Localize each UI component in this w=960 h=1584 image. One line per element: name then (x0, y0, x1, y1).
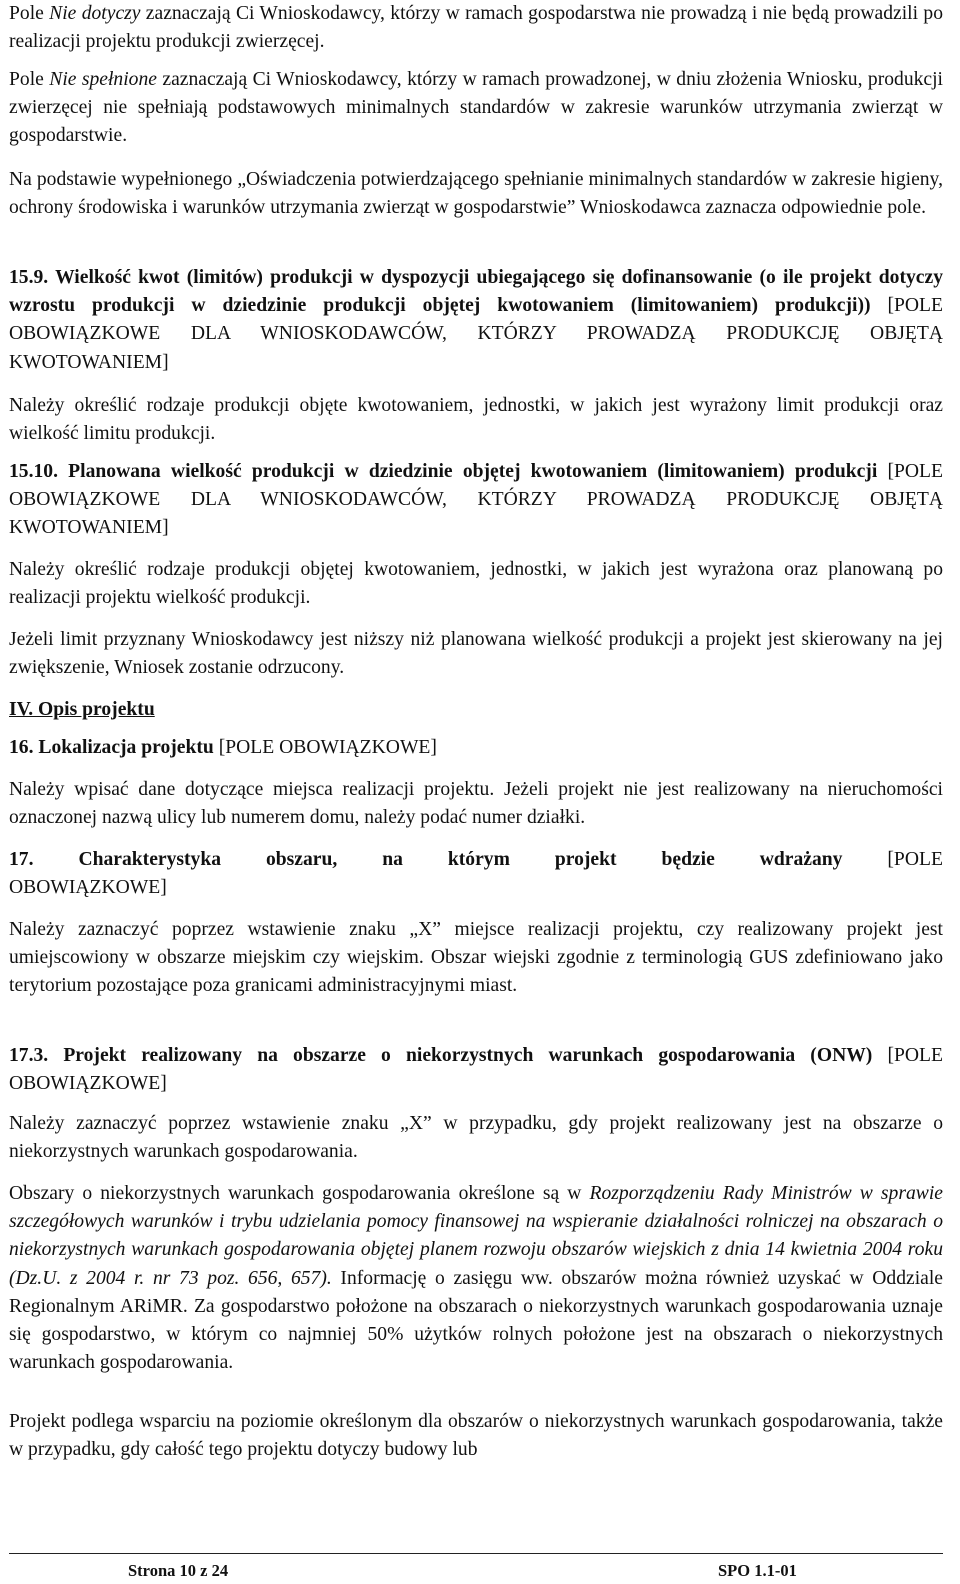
heading-bold: 17.3. Projekt realizowany na obszarze o niekorzystnych warunkach gospodarowania (ONW) (9, 1045, 873, 1066)
text-run: zaznaczają Ci Wnioskodawcy, którzy w ramach gospodarstwa nie prowadzą i nie będą prowadzili po realizacji projektu produkcji zwierzęcej. (9, 3, 943, 53)
text-run: Pole (9, 3, 50, 24)
heading-bold: 15.9. Wielkość kwot (limitów) produkcji w dyspozycji ubiegającego się dofinansowanie (o ile projekt dotyczy wzrostu produkcji w dziedzinie produkcji objętej kwotowaniem (limitowaniem) produkcji)) (9, 267, 943, 317)
heading-word: na (382, 849, 403, 870)
heading-17-line-1 (9, 846, 943, 874)
heading-bold: 15.10. Planowana wielkość produkcji w dziedzinie objętej kwotowaniem (limitowaniem) produkcji (9, 461, 878, 482)
page-number: Strona 10 z 24 (128, 1561, 229, 1580)
section-heading-17-3 (9, 1042, 943, 1098)
text-run: Pole (9, 69, 50, 90)
paragraph-nie-spelnione (9, 66, 943, 151)
section-heading-iv (9, 696, 155, 724)
paragraph-16: Należy wpisać dane dotyczące miejsca realizacji projektu. Jeżeli projekt nie jest realizowany na nieruchomości oznaczonej nazwą ulicy lub numerem domu, należy podać numer działki. (9, 779, 943, 829)
paragraph-17-3-a: Należy zaznaczyć poprzez wstawienie znaku „X” w przypadku, gdy projekt realizowany jest na obszarze o niekorzystnych warunkach gospodarowania. (9, 1113, 943, 1163)
regulation-citation: Rozporządzeniu Rady Ministrów w sprawie szczegółowych warunków i trybu udzielania pomocy finansowej na wspieranie działalności rolniczej na obszarach o niekorzystnych warunkach gospodarowania objętej planem rozwoju obszarów wiejskich z dnia 14 kwietnia 2004 roku (Dz.U. z 2004 r. nr 73 poz. 656, 657). (9, 1183, 943, 1289)
heading-underlined: IV. Opis projektu (9, 699, 155, 720)
heading-word: Charakterystyka (78, 849, 222, 870)
heading-tag: [POLE OBOWIĄZKOWE DLA WNIOSKODAWCÓW, KTÓRZY PROWADZĄ PRODUKCJĘ OBJĘTĄ KWOTOWANIEM] (9, 461, 943, 539)
text-run: zaznaczają Ci Wnioskodawcy, którzy w ramach prowadzonej, w dniu złożenia Wniosku, produkcji zwierzęcej nie spełniają podstawowych minimalnych standardów w zakresie warunków utrzymania zwierząt w gospodarstwie. (9, 69, 943, 147)
heading-tag: [POLE (887, 849, 943, 870)
heading-word: 17. (9, 849, 34, 870)
heading-bold: 16. Lokalizacja projektu (9, 737, 214, 758)
document-code: SPO 1.1-01 (718, 1561, 797, 1580)
paragraph-17-3-b (9, 1180, 943, 1377)
paragraph-15-10-b: Jeżeli limit przyznany Wnioskodawcy jest niższy niż planowana wielkość produkcji a projekt jest skierowany na jej zwiększenie, Wniosek zostanie odrzucony. (9, 629, 943, 679)
heading-tag: [POLE OBOWIĄZKOWE] (9, 1045, 943, 1095)
section-heading-15-10 (9, 458, 943, 543)
heading-tag: [POLE OBOWIĄZKOWE DLA WNIOSKODAWCÓW, KTÓRZY PROWADZĄ PRODUKCJĘ OBJĘTĄ KWOTOWANIEM] (9, 295, 943, 373)
paragraph-17-3-c: Projekt podlega wsparciu na poziomie określonym dla obszarów o niekorzystnych warunkach gospodarowania, także w przypadku, gdy całość tego projektu dotyczy budowy lub (9, 1411, 943, 1461)
paragraph-17: Należy zaznaczyć poprzez wstawienie znaku „X” miejsce realizacji projektu, czy realizowany projekt jest umiejscowiony w obszarze miejskim czy wiejskim. Obszar wiejski zgodnie z terminologią GUS zdefiniowano jako terytorium pozostające poza granicami administracyjnymi miast. (9, 919, 943, 997)
paragraph-15-9: Należy określić rodzaje produkcji objęte kwotowaniem, jednostki, w jakich jest wyrażony limit produkcji oraz wielkość limitu produkcji. (9, 395, 943, 445)
heading-word: obszaru, (265, 849, 338, 870)
heading-word: będzie (661, 849, 715, 870)
text-run: Obszary o niekorzystnych warunkach gospodarowania określone są w (9, 1183, 590, 1204)
section-heading-16 (9, 734, 437, 762)
paragraph-oswiadczenie: Na podstawie wypełnionego „Oświadczenia potwierdzającego spełnianie minimalnych standardów w zakresie higieny, ochrony środowiska i warunków utrzymania zwierząt w gospodarstwie” Wnioskodawca zaznacza odpowiednie pole. (9, 169, 943, 219)
heading-17-line-2: OBOWIĄZKOWE] (9, 877, 167, 899)
heading-word: którym (447, 849, 510, 870)
text-run: Informację o zasięgu ww. obszarów można również uzyskać w Oddziale Regionalnym ARiMR. Za gospodarstwo położone na obszarach o niekorzystnych warunkach gospodarowania uznaje się gospodarstwo, w którym co najmniej 50% użytków rolnych położone jest na obszarach o niekorzystnych warunkach gospodarowania. (9, 1267, 943, 1374)
heading-word: projekt (554, 849, 617, 870)
italic-term: Nie dotyczy (49, 3, 141, 24)
footer-divider (9, 1553, 943, 1554)
heading-word: wdrażany (759, 849, 843, 870)
heading-tag: [POLE OBOWIĄZKOWE] (213, 737, 437, 758)
section-heading-17 (9, 846, 943, 902)
section-heading-15-9 (9, 264, 943, 377)
italic-term: Nie spełnione (49, 69, 157, 90)
paragraph-15-10-a: Należy określić rodzaje produkcji objętej kwotowaniem, jednostki, w jakich jest wyrażona oraz planowaną po realizacji projektu wielkość produkcji. (9, 559, 943, 609)
paragraph-nie-dotyczy (9, 0, 943, 56)
